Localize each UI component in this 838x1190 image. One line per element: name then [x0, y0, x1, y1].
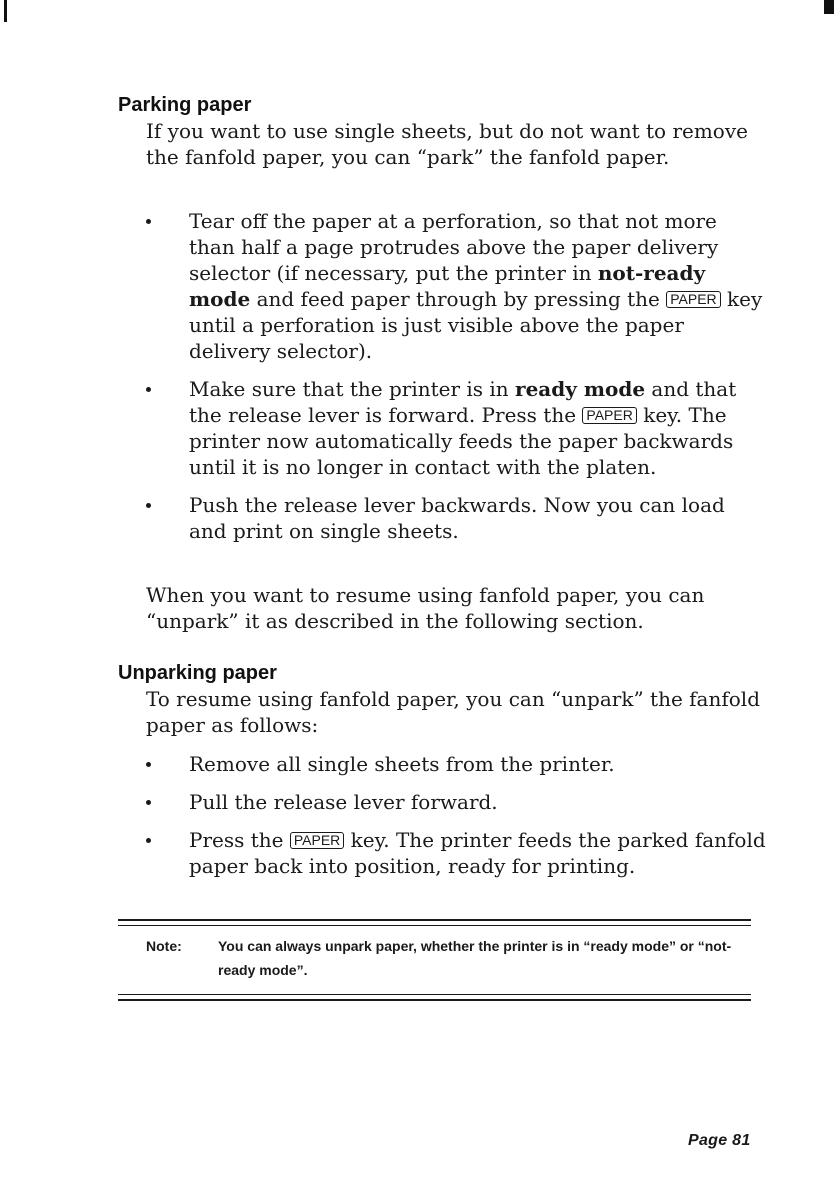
step-text: Tear off the paper at a perforation, so that not more than half a page protrudes above the paper delivery selector (if necessary, put the printer in — [189, 209, 719, 285]
bullet-icon — [146, 762, 151, 767]
list-item — [146, 376, 766, 480]
parking-heading: Parking paper — [118, 94, 252, 116]
bullet-icon — [146, 219, 151, 224]
note-label: Note: — [146, 938, 182, 954]
step-text: Push the release lever backwards. Now you can load and print on single sheets. — [189, 493, 725, 543]
bullet-icon — [146, 838, 151, 843]
step-text: key. The printer feeds the parked fanfold paper back into position, ready for printing. — [189, 828, 766, 878]
list-item — [146, 751, 766, 777]
step-text: key until a perforation is just visible above the paper delivery selector). — [189, 287, 763, 363]
paper-key: PAPER — [290, 832, 344, 849]
scan-mark-right — [824, 0, 834, 14]
bullet-icon — [146, 387, 151, 392]
step-text: Remove all single sheets from the printer. — [189, 752, 615, 776]
step-text: key. The printer now automatically feeds the paper backwards until it is no longer in contact with the platen. — [189, 403, 734, 479]
note-rule-top-thin — [118, 925, 751, 926]
page-number: Page 81 — [688, 1132, 751, 1149]
list-item — [146, 492, 766, 544]
paper-key: PAPER — [666, 291, 720, 308]
bullet-icon — [146, 503, 151, 508]
parking-intro: If you want to use single sheets, but do not want to remove the fanfold paper, you can “park” the fanfold paper. — [146, 119, 748, 169]
scan-mark-left — [4, 0, 7, 22]
parking-steps — [146, 208, 766, 544]
mode-term: ready mode — [515, 377, 646, 401]
list-item — [146, 827, 766, 879]
note-rule-bottom-thick — [118, 999, 751, 1001]
list-item — [146, 789, 766, 815]
note-text: You can always unpark paper, whether the printer is in “ready mode” or “not-ready mode”. — [218, 938, 732, 978]
list-item — [146, 208, 766, 364]
unparking-steps — [146, 751, 766, 879]
note-rule-top-thick — [118, 919, 751, 921]
step-text: and feed paper through by pressing the — [250, 287, 667, 311]
step-text: Pull the release lever forward. — [189, 790, 498, 814]
note-rule-bottom-thin — [118, 994, 751, 995]
step-text: and that the release lever is forward. Press the — [189, 377, 737, 427]
unparking-heading: Unparking paper — [118, 662, 277, 684]
paper-key: PAPER — [582, 407, 636, 424]
unparking-intro: To resume using fanfold paper, you can “unpark” the fanfold paper as follows: — [146, 687, 760, 737]
step-text: Press the — [189, 828, 290, 852]
parking-outro: When you want to resume using fanfold paper, you can “unpark” it as described in the following section. — [146, 583, 705, 633]
step-text: Make sure that the printer is in — [189, 377, 516, 401]
mode-term: not-ready mode — [189, 261, 706, 311]
bullet-icon — [146, 800, 151, 805]
